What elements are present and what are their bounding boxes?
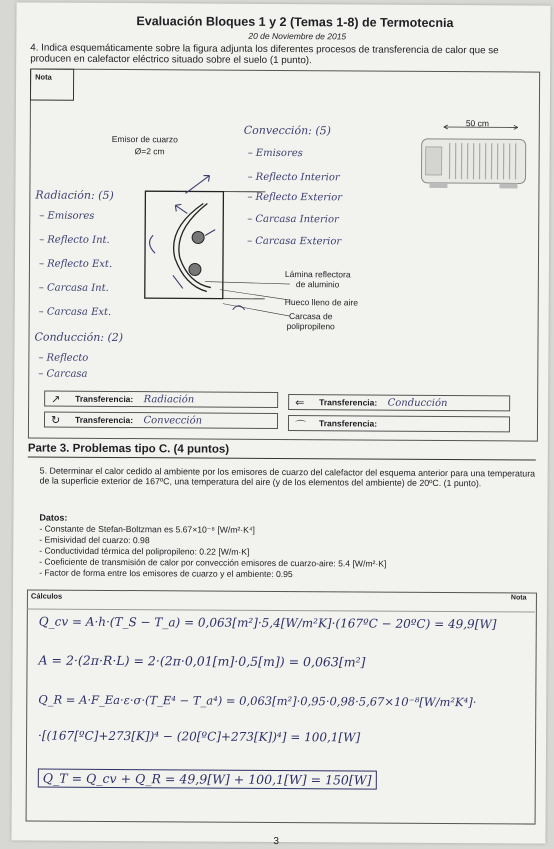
hand-left-5: – Carcasa Ext.	[39, 307, 112, 318]
hand-left-4: – Carcasa Int.	[39, 283, 109, 294]
heater-front-view	[415, 123, 527, 192]
question-4-text: 4. Indica esquemáticamente sobre la figura adjunta los diferentes procesos de transferencia de calor que se producen en calefactor eléctrico situado sobre el suelo (1 punto).	[30, 42, 536, 67]
hand-right-1: – Emisores	[248, 148, 303, 159]
question-5-text: 5. Determinar el calor cedido al ambiente por los emisores de cuarzo del calefactor del esquema anterior para una temperatura de la superficie exterior de 167ºC, una temperatura del aire (y de los elementos del ambiente) de 20ºC. (1 punto).	[40, 466, 536, 489]
legend-value: Convección	[143, 415, 202, 426]
hand-left-7: – Reflecto	[38, 353, 88, 364]
calc-line-4: ·[(167[ºC]+273[K])⁴ − (20[ºC]+273[K])⁴] = 100,1[W]	[38, 729, 360, 745]
quartz-emitter-bottom	[189, 263, 201, 275]
exam-title: Evaluación Bloques 1 y 2 (Temas 1-8) de Termotecnia	[136, 14, 453, 30]
double-arrow-icon: ⇐	[295, 396, 304, 409]
page-number: 3	[273, 836, 279, 847]
legend-conduction	[288, 394, 510, 411]
hand-right-0: Convección: (5)	[244, 124, 331, 138]
legend-label: Transferencia:	[319, 418, 377, 428]
emisor-label: Emisor de cuarzo	[112, 134, 178, 144]
legend-value: Radiación	[144, 394, 195, 405]
calc-line-1: Q_cv = A·h·(T_S − T_a) = 0,063[m²]·5,4[W/m²K]·(167ºC − 20ºC) = 49,9[W]	[39, 615, 497, 632]
curl-arrow-icon: ↻	[51, 414, 60, 427]
exam-date: 20 de Noviembre de 2015	[248, 31, 346, 42]
arrow-icon: ↗	[51, 393, 60, 406]
diameter-label: Ø=2 cm	[135, 146, 165, 156]
datos-title: Datos:	[39, 513, 67, 523]
part-3-heading: Parte 3. Problemas tipo C. (4 puntos)	[28, 442, 536, 460]
legend-label: Transferencia:	[319, 397, 377, 407]
hand-right-4: – Carcasa Interior	[247, 214, 339, 226]
hand-left-2: – Reflecto Int.	[39, 235, 110, 246]
legend-other	[288, 415, 510, 432]
datos-list	[39, 524, 387, 581]
legend-label: Transferencia:	[75, 394, 133, 404]
calc-line-5: Q_T = Q_cv + Q_R = 49,9[W] + 100,1[W] = 150[W]	[38, 769, 377, 790]
datos-item: - Factor de forma entre los emisores de cuarzo y el ambiente: 0.95	[39, 568, 386, 581]
width-label: 50 cm	[466, 118, 489, 128]
hand-left-6: Conducción: (2)	[34, 330, 123, 344]
datos-item: - Constante de Stefan-Boltzman es 5.67×10⁻⁸ [W/m²·K⁴]	[39, 524, 386, 537]
exam-page	[11, 2, 550, 843]
casing-outline	[145, 191, 224, 298]
hand-right-5: – Carcasa Exterior	[247, 236, 341, 248]
wave-icon: ⌒	[295, 417, 306, 433]
legend-value: Conducción	[388, 398, 448, 409]
hand-right-2: – Reflecto Interior	[247, 172, 339, 184]
datos-item: - Conductividad térmica del polipropileno: 0.22 [W/m·K]	[39, 546, 386, 559]
legend-radiation	[44, 391, 278, 408]
quartz-emitter-top	[192, 231, 204, 243]
datos-item: - Coeficiente de transmisión de calor por convección emisores de cuarzo-aire: 5.4 [W/m²·K]	[39, 557, 386, 570]
nota-label: Nota	[35, 72, 52, 81]
calc-line-2: A = 2·(2π·R·L) = 2·(2π·0,01[m]·0,5[m]) = 0,063[m²]	[39, 653, 366, 670]
carcasa-label: Carcasa de polipropileno	[287, 311, 335, 331]
calculos-label: Cálculos	[31, 591, 62, 600]
lamina-label: Lámina reflectora de aluminio	[285, 269, 351, 289]
nota-label-calc: Nota	[511, 594, 527, 601]
datos-item: - Emisividad del cuarzo: 0.98	[39, 535, 386, 548]
legend-convection	[44, 412, 278, 429]
hand-left-8: – Carcasa	[38, 369, 87, 380]
nota-box	[30, 68, 74, 100]
hueco-label: Hueco lleno de aire	[285, 297, 358, 307]
heater-diagram	[114, 163, 315, 344]
hand-left-3: – Reflecto Ext.	[39, 259, 112, 270]
legend-label: Transferencia:	[75, 415, 133, 425]
hand-right-3: – Reflecto Exterior	[247, 192, 342, 204]
calc-line-3: Q_R = A·F_Ea·ε·σ·(T_E⁴ − T_a⁴) = 0,063[m²]·0,95·0,98·5,67×10⁻⁸[W/m²K⁴]·	[38, 693, 476, 710]
hand-left-1: – Emisores	[39, 211, 94, 222]
hand-left-0: Radiación: (5)	[35, 188, 113, 201]
